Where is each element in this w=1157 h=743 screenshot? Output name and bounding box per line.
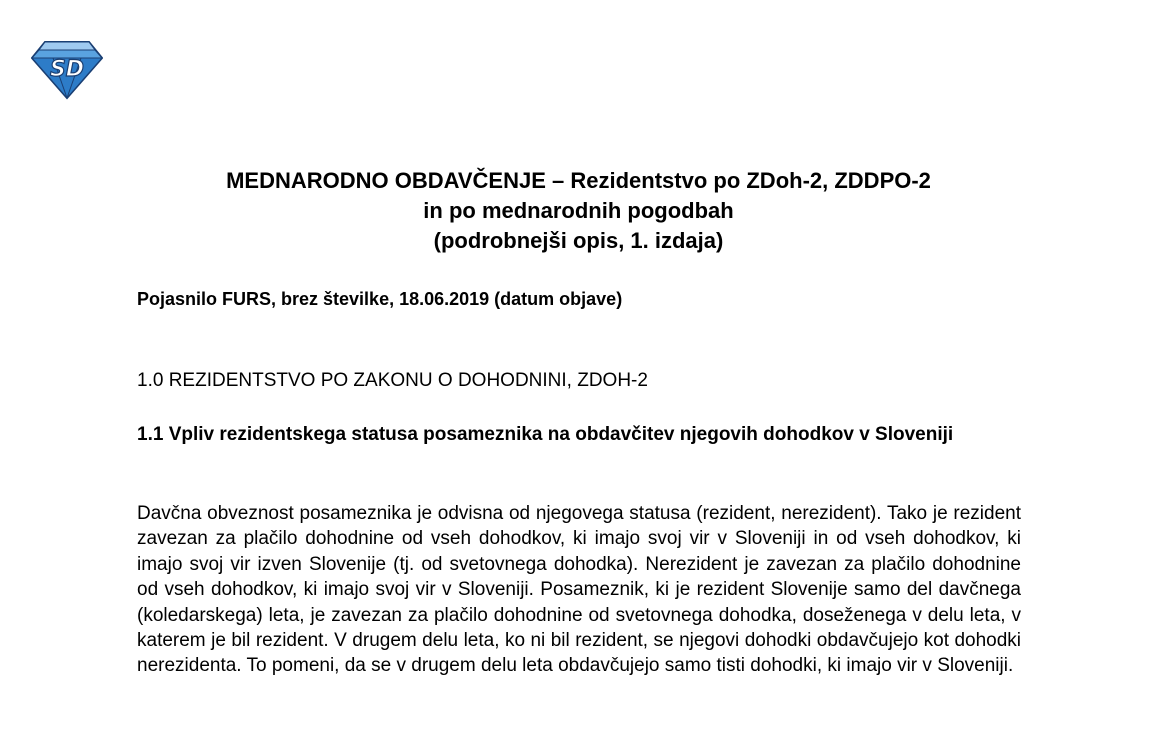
- diamond-logo-icon: [31, 40, 103, 100]
- logo-letters: SD: [49, 57, 85, 82]
- body-paragraph: Davčna obveznost posameznika je odvisna od njegovega statusa (rezident, nerezident). Tako je rezident zavezan za plačilo dohodnine od vseh dohodkov, ki imajo svoj vir v Sloveniji in od vseh dohodkov, ki imajo svoj vir izven Slovenije (tj. od svetovnega dohodka). Nerezident je zavezan za plačilo dohodnine od vseh dohodkov, ki imajo svoj vir v Sloveniji. Posameznik, ki je rezident Slovenije samo del davčnega (koledarskega) leta, je zavezan za plačilo dohodnine od svetovnega dohodka, doseženega v delu leta, v katerem je bil rezident. V drugem delu leta, ko ni bil rezident, se njegovi dohodki obdavčujejo kot dohodki nerezidenta. To pomeni, da se v drugem delu leta obdavčujejo samo tisti dohodki, ki imajo vir v Sloveniji.: [137, 503, 1021, 677]
- document-meta: Pojasnilo FURS, brez številke, 18.06.2019 (datum objave): [137, 289, 623, 309]
- section-heading: 1.0 REZIDENTSTVO PO ZAKONU O DOHODNINI, ZDOH-2: [137, 370, 648, 391]
- title-line-2: in po mednarodnih pogodbah: [423, 198, 734, 223]
- title-line-3: (podrobnejši opis, 1. izdaja): [433, 228, 724, 253]
- subsection-heading: 1.1 Vpliv rezidentskega statusa posameznika na obdavčitev njegovih dohodkov v Sloveniji: [137, 424, 954, 445]
- document-title: [0, 166, 1157, 256]
- title-line-1: MEDNARODNO OBDAVČENJE – Rezidentstvo po ZDoh-2, ZDDPO-2: [226, 168, 931, 193]
